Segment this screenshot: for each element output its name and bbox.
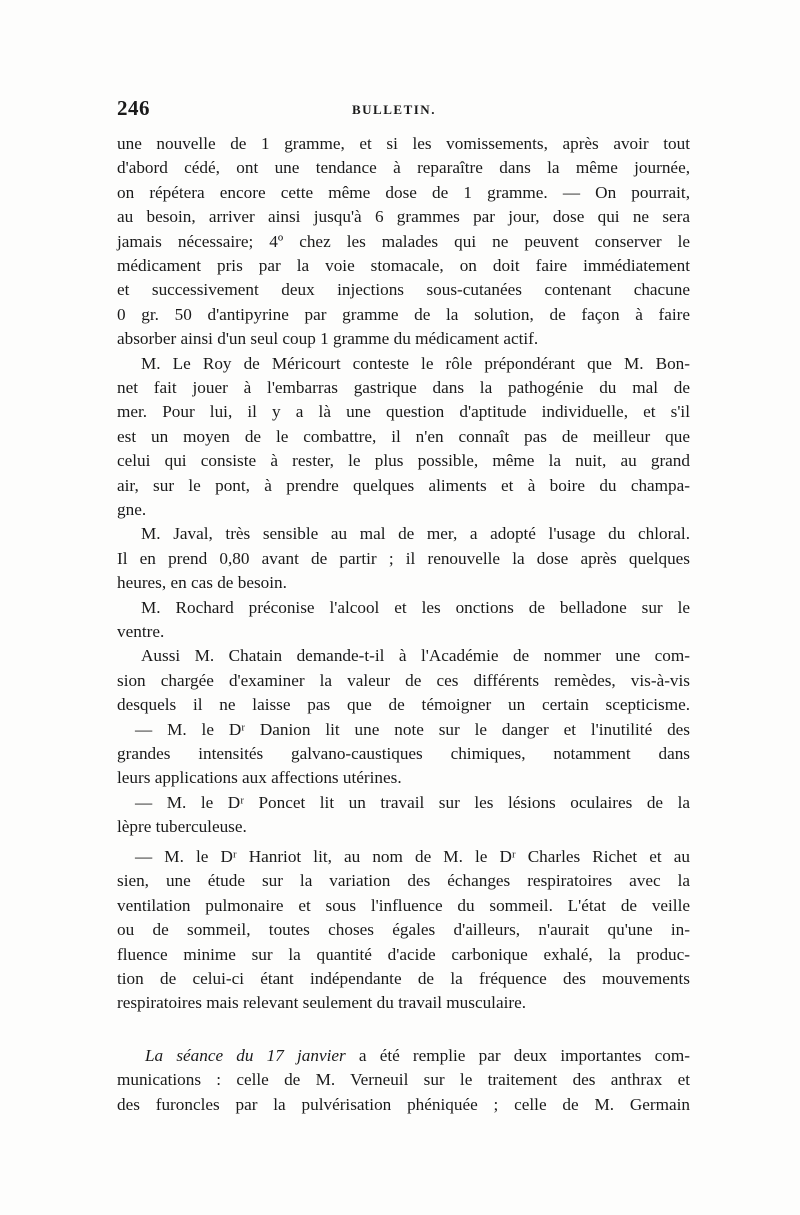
paragraph-rochard	[117, 596, 690, 645]
paragraph-seance-17-janvier	[117, 1044, 690, 1117]
text-line-rest: a été remplie par deux importantes com-	[345, 1046, 690, 1065]
text-line: médicament pris par la voie stomacale, on doit faire immédiatement	[117, 255, 690, 275]
paragraph-danion	[117, 718, 690, 791]
paragraph-antipyrine-continuation	[117, 132, 690, 352]
text-line: gne.	[117, 499, 147, 519]
text-line: fluence minime sur la quantité d'acide carbonique exhalé, la produc-	[117, 944, 690, 964]
text-line: tion de celui-ci étant indépendante de la fréquence des mouvements	[117, 968, 690, 988]
text-line: grandes intensités galvano-caustiques chimiques, notamment dans	[117, 743, 690, 763]
text-line: M. Rochard préconise l'alcool et les onctions de belladone sur le	[141, 597, 690, 617]
paragraph-hanriot	[117, 845, 690, 1016]
text-line: ou de sommeil, toutes choses égales d'ailleurs, n'aurait qu'une in-	[117, 920, 690, 940]
text-line: lèpre tuberculeuse.	[117, 817, 247, 837]
text-line: sien, une étude sur la variation des échanges respiratoires avec la	[117, 871, 690, 891]
text-line: — M. le Dʳ Poncet lit un travail sur les lésions oculaires de la	[135, 792, 690, 812]
text-line: air, sur le pont, à prendre quelques aliments et à boire du champa-	[117, 475, 690, 495]
text-line: jamais nécessaire; 4º chez les malades qui ne peuvent conserver le	[117, 231, 690, 251]
page-number: 246	[117, 96, 150, 120]
text-line: — M. le Dʳ Danion lit une note sur le danger et l'inutilité des	[135, 719, 690, 739]
text-line: leurs applications aux affections utérines.	[117, 768, 402, 788]
text-line: munications : celle de M. Verneuil sur le traitement des anthrax et	[117, 1070, 690, 1090]
running-head	[117, 96, 690, 126]
text-line: 0 gr. 50 d'antipyrine par gramme de la solution, de façon à faire	[117, 304, 690, 324]
text-line: est un moyen de le combattre, il n'en connaît pas de meilleur que	[117, 426, 690, 446]
text-line: Il en prend 0,80 avant de partir ; il renouvelle la dose après quelques	[117, 548, 690, 568]
text-line: ventre.	[117, 621, 165, 641]
text-line: au besoin, arriver ainsi jusqu'à 6 grammes par jour, dose qui ne sera	[117, 207, 690, 227]
text-line: mer. Pour lui, il y a là une question d'aptitude individuelle, et s'il	[117, 402, 690, 422]
text-line: Aussi M. Chatain demande-t-il à l'Académie de nommer une com-	[141, 646, 690, 666]
text-line: net fait jouer à l'embarras gastrique dans la pathogénie du mal de	[117, 377, 690, 397]
text-line: d'abord cédé, ont une tendance à reparaître dans la même journée,	[117, 158, 690, 178]
text-line: heures, en cas de besoin.	[117, 573, 287, 593]
text-line: desquels il ne laisse pas que de témoigner un certain scepticisme.	[117, 695, 690, 715]
paragraph-javal	[117, 522, 690, 595]
text-line: absorber ainsi d'un seul coup 1 gramme du médicament actif.	[117, 329, 539, 349]
paragraph-poncet	[117, 791, 690, 840]
header-title: BULLETIN.	[352, 102, 436, 117]
paragraph-chatain	[117, 644, 690, 717]
text-line: une nouvelle de 1 gramme, et si les vomissements, après avoir tout	[117, 134, 690, 153]
text-line: celui qui consiste à rester, le plus possible, même la nuit, au grand	[117, 451, 690, 471]
text-line: sion chargée d'examiner la valeur de ces différents remèdes, vis-à-vis	[117, 670, 690, 690]
text-line: et successivement deux injections sous-cutanées contenant chacune	[117, 280, 690, 300]
text-line: on répétera encore cette même dose de 1 gramme. — On pourrait,	[117, 182, 690, 202]
session-date-lead: La séance du 17 janvier	[145, 1046, 346, 1065]
text-line: ventilation pulmonaire et sous l'influence du sommeil. L'état de veille	[117, 895, 690, 915]
text-line: des furoncles par la pulvérisation phéniquée ; celle de M. Germain	[117, 1094, 690, 1114]
paragraph-le-roy-de-mericourt	[117, 352, 690, 523]
text-line: — M. le Dʳ Hanriot lit, au nom de M. le Dʳ Charles Richet et au	[135, 847, 690, 866]
text-line	[117, 1044, 690, 1068]
text-line: M. Javal, très sensible au mal de mer, a adopté l'usage du chloral.	[141, 524, 690, 544]
text-line: respiratoires mais relevant seulement du travail musculaire.	[117, 993, 527, 1013]
text-line: M. Le Roy de Méricourt conteste le rôle prépondérant que M. Bon-	[141, 353, 690, 373]
